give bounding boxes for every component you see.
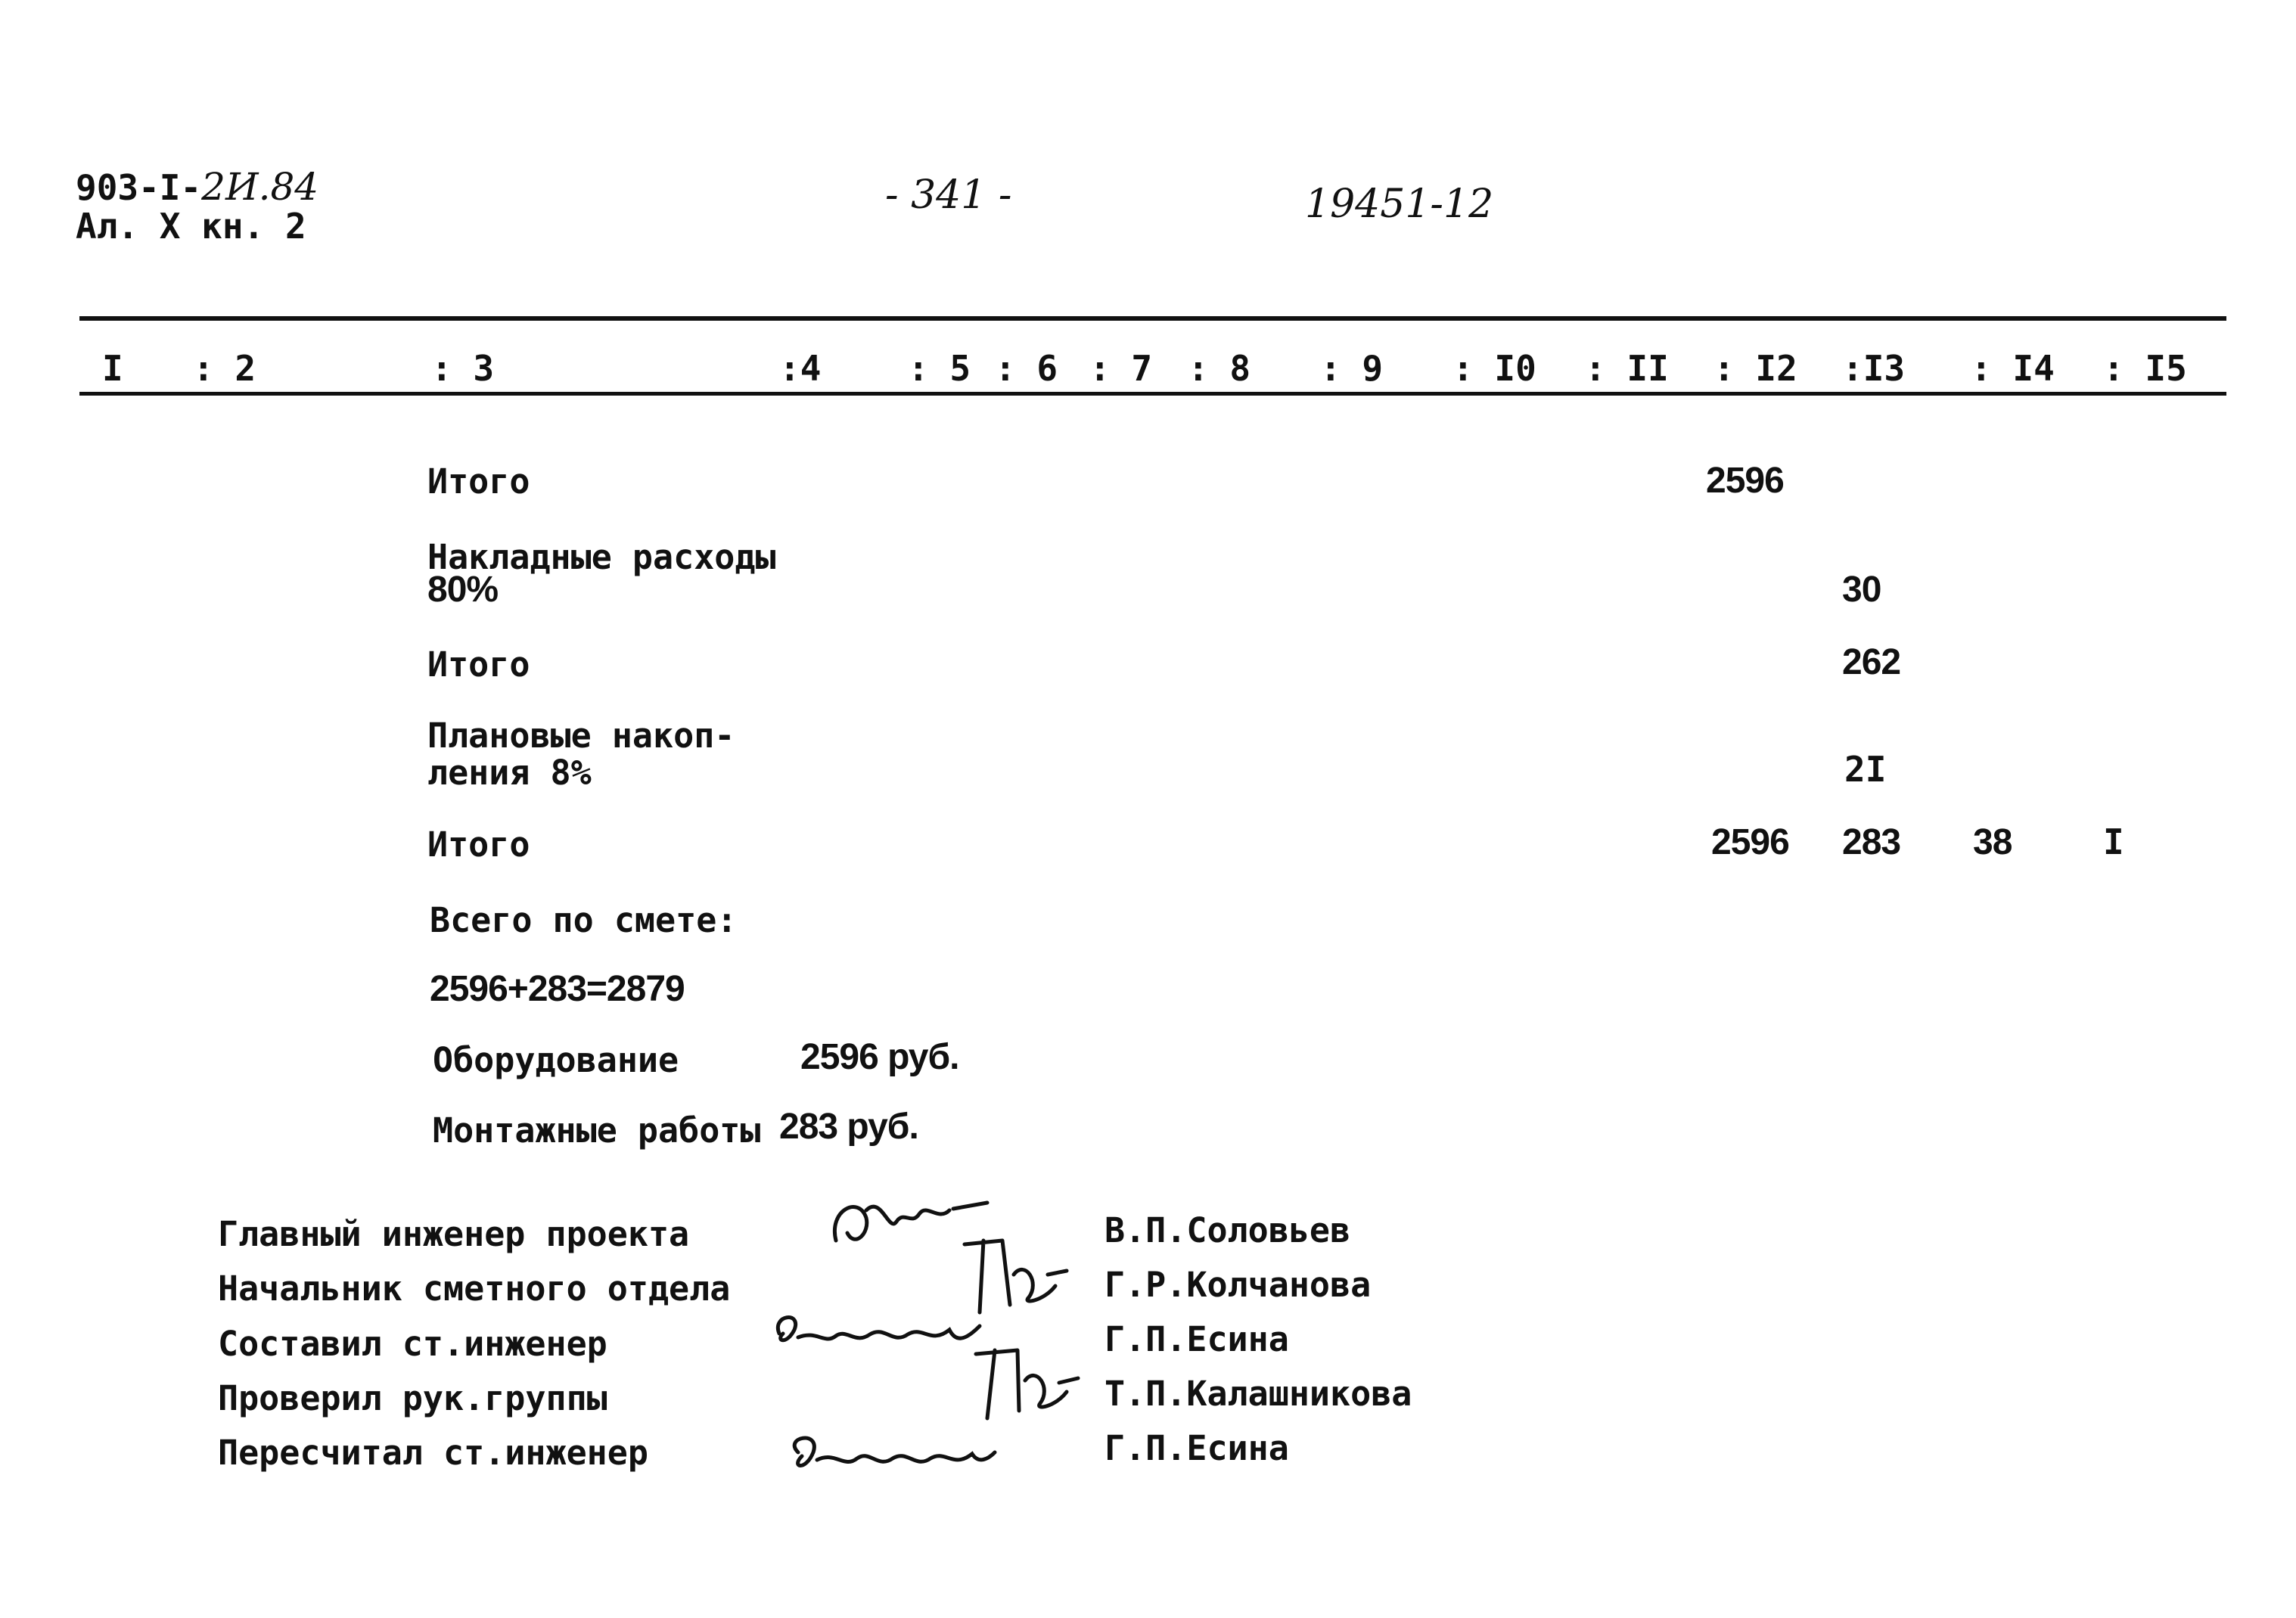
signature-role-4: Проверил рук.группы — [218, 1378, 607, 1418]
column-header-5: : 5 — [908, 348, 971, 389]
table-header-rule — [79, 392, 2226, 396]
row-5-col-15: I — [2103, 821, 2124, 862]
row-4-label: Плановые накоп- — [427, 716, 735, 756]
column-header-11: : II — [1585, 348, 1669, 389]
column-header-2: : 2 — [193, 348, 256, 389]
totals-formula: 2596+283=2879 — [430, 969, 685, 1009]
column-header-6: : 6 — [995, 348, 1058, 389]
handwritten-signature-5 — [775, 1422, 1002, 1490]
install-label: Монтажные работы — [433, 1110, 761, 1151]
handwritten-signature-4 — [965, 1339, 1086, 1430]
equipment-value: 2596 руб. — [800, 1037, 959, 1077]
column-header-9: : 9 — [1320, 348, 1384, 389]
inventory-number: 19451-12 — [1305, 182, 1494, 227]
row-5-col-12: 2596 — [1711, 822, 1789, 862]
signature-name-2: Г.Р.Колчанова — [1105, 1265, 1372, 1305]
signature-role-5: Пересчитал ст.инженер — [218, 1433, 648, 1473]
totals-heading: Всего по смете: — [430, 900, 738, 940]
column-header-12: : I2 — [1713, 348, 1797, 389]
column-header-1: I — [102, 348, 123, 389]
column-header-7: : 7 — [1089, 348, 1153, 389]
row-4-label-line2: ления 8% — [427, 753, 592, 793]
row-3-col-13: 262 — [1842, 642, 1901, 682]
row-3-label: Итого — [427, 644, 530, 685]
column-header-14: : I4 — [1971, 348, 2055, 389]
document-code — [76, 165, 318, 209]
signature-name-5: Г.П.Есина — [1105, 1428, 1289, 1468]
page-number: - 341 - — [885, 172, 1012, 218]
row-2-label-line2: 80% — [427, 570, 499, 610]
album-line: Ал. X кн. 2 — [76, 206, 306, 247]
row-2-col-13: 30 — [1842, 570, 1881, 610]
signature-name-3: Г.П.Есина — [1105, 1319, 1289, 1359]
signature-name-4: Т.П.Калашникова — [1105, 1374, 1412, 1414]
install-value: 283 руб. — [779, 1107, 918, 1147]
column-header-13: :I3 — [1842, 348, 1906, 389]
row-5-col-13: 283 — [1842, 822, 1901, 862]
signature-role-1: Главный инженер проекта — [218, 1214, 690, 1254]
row-5-col-14: 38 — [1973, 822, 2012, 862]
handwritten-signature-3 — [764, 1300, 991, 1368]
row-1-label: Итого — [427, 461, 530, 502]
column-header-4: :4 — [779, 348, 822, 389]
column-header-8: : 8 — [1188, 348, 1251, 389]
column-header-3: : 3 — [431, 348, 495, 389]
row-5-label: Итого — [427, 825, 530, 865]
table-top-rule — [79, 316, 2226, 321]
signature-role-3: Составил ст.инженер — [218, 1324, 607, 1364]
column-header-15: : I5 — [2103, 348, 2187, 389]
document-code-prefix: 903-I- — [76, 167, 202, 208]
document-code-handwritten: 2И.84 — [201, 165, 319, 209]
signature-role-2: Начальник сметного отдела — [218, 1269, 731, 1309]
equipment-label: Оборудование — [433, 1040, 679, 1080]
column-header-10: : I0 — [1452, 348, 1536, 389]
row-4-col-13: 2I — [1844, 749, 1887, 790]
row-2-label: Накладные расходы — [427, 537, 776, 577]
row-1-col-12: 2596 — [1706, 461, 1784, 501]
signature-name-1: В.П.Соловьев — [1105, 1210, 1351, 1250]
